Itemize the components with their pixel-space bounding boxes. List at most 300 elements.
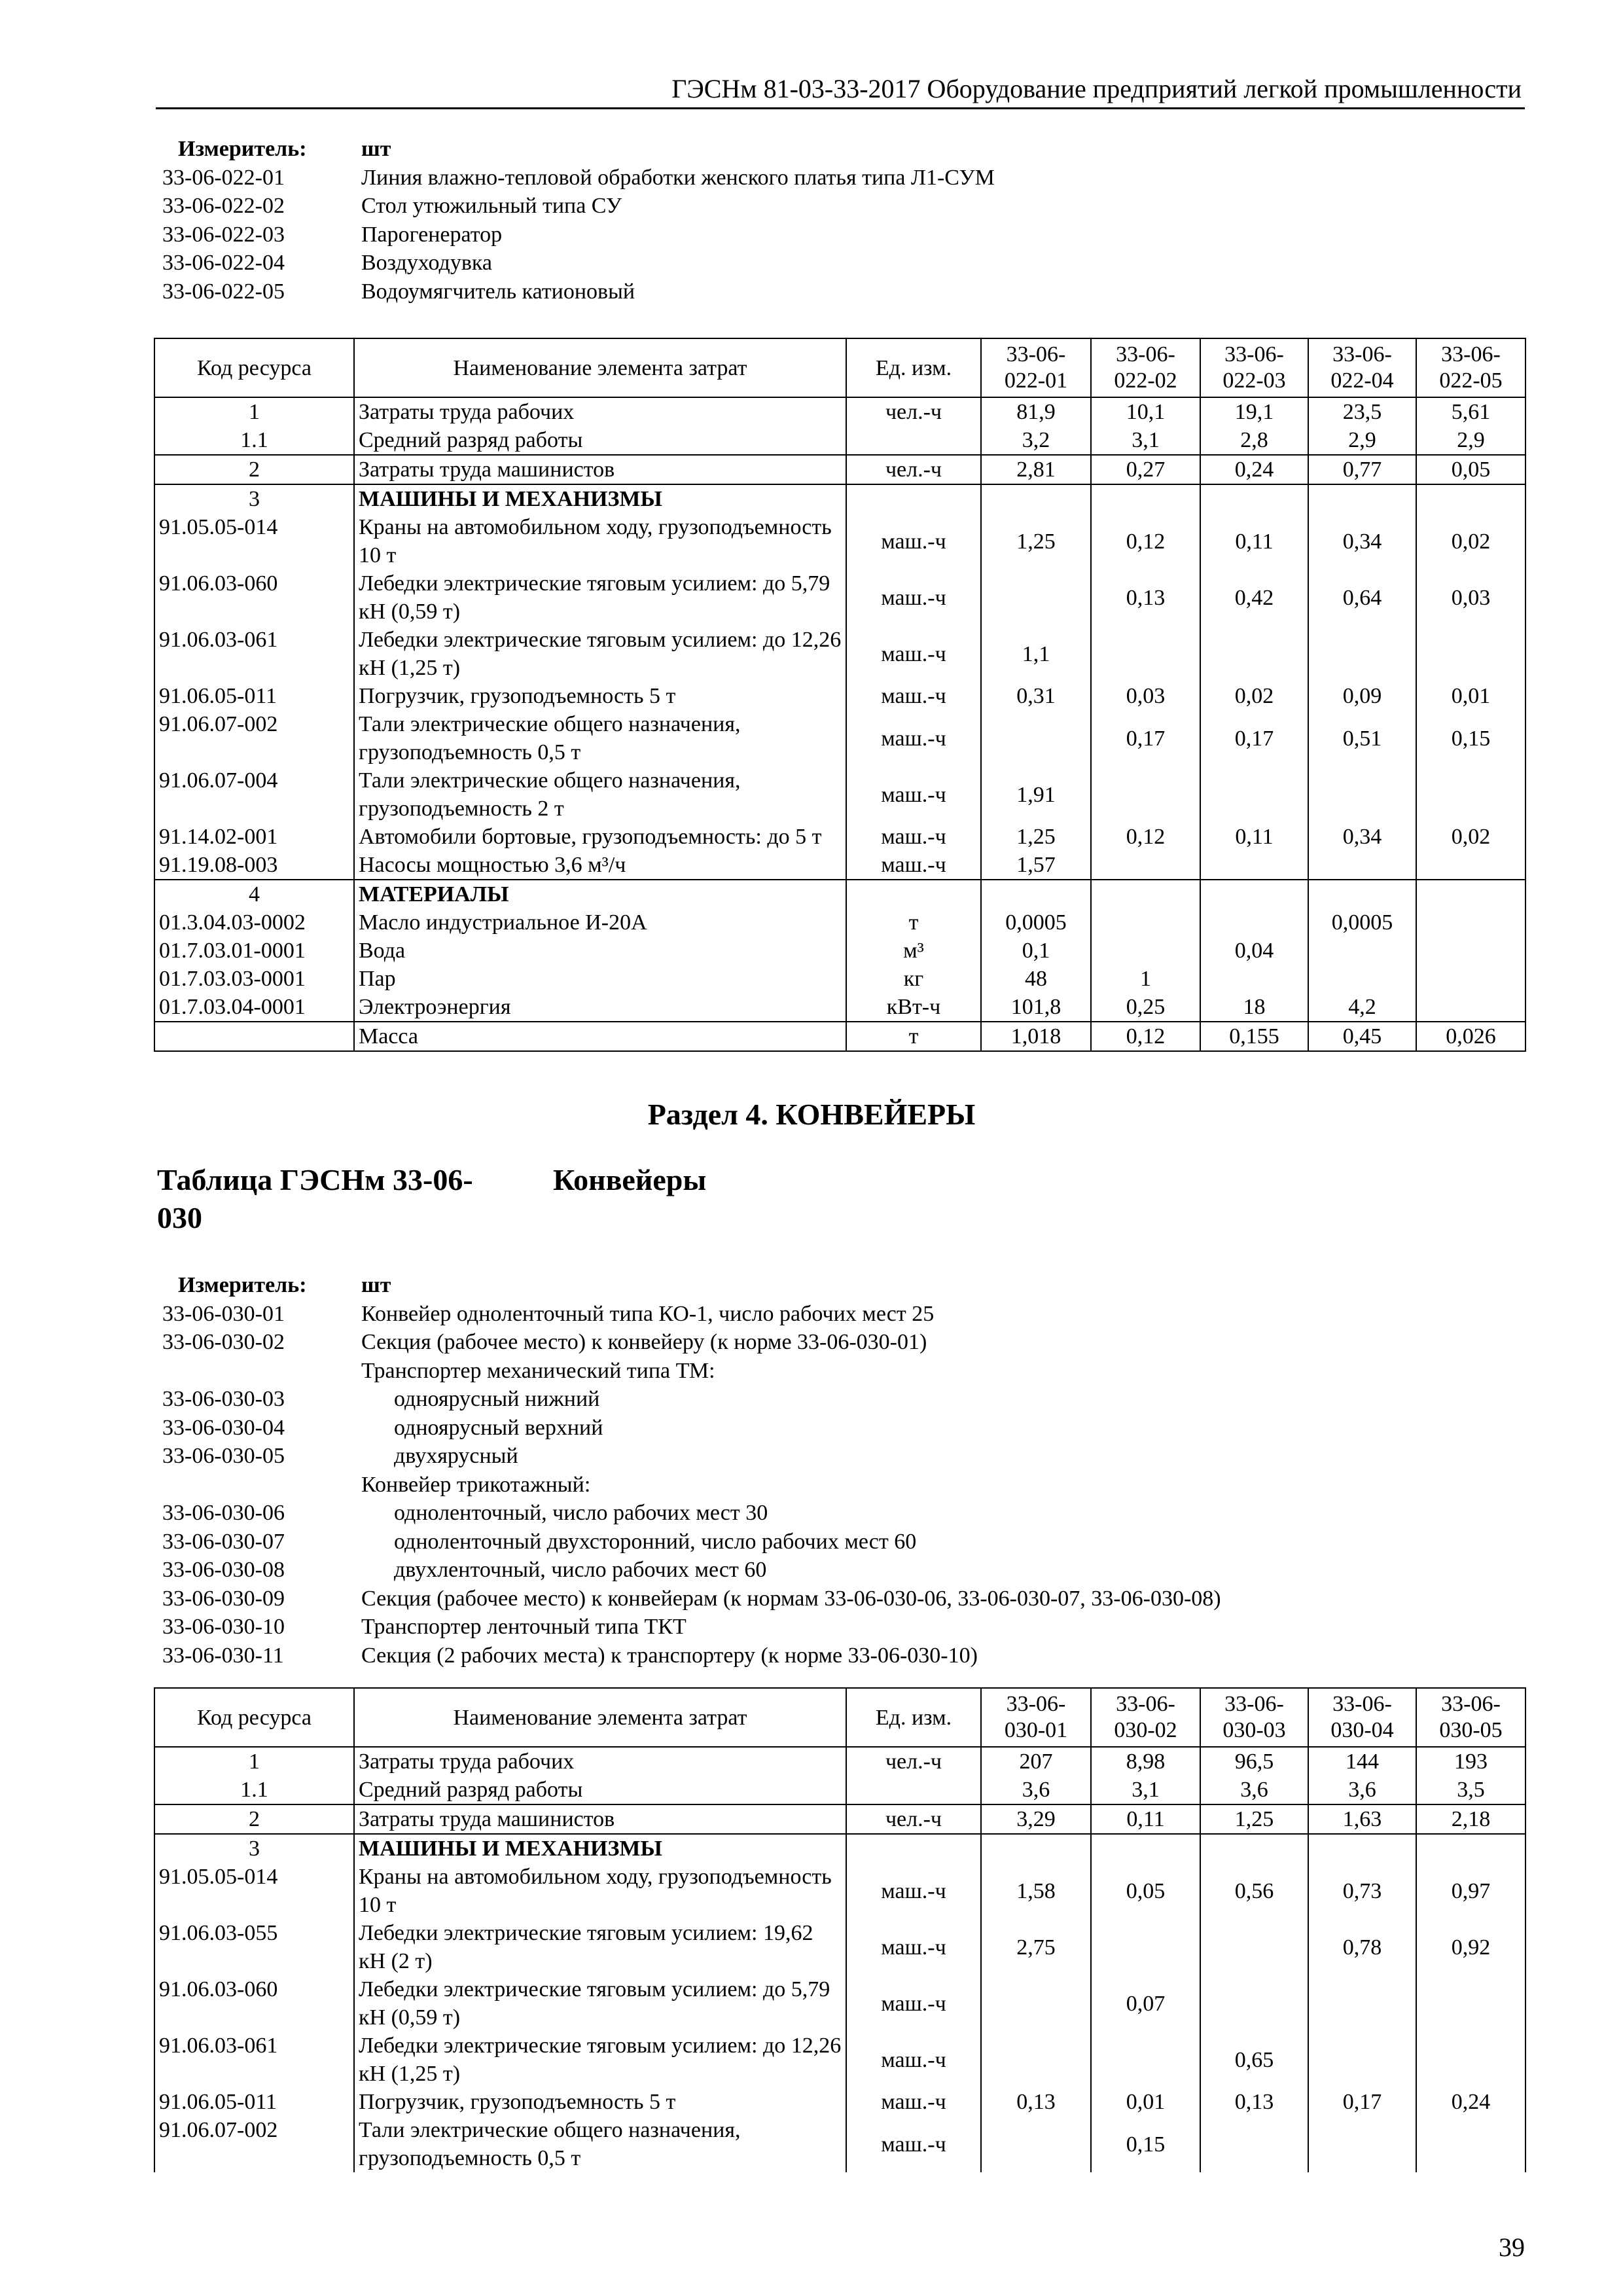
norm-row	[157, 1613, 1221, 1641]
resource-code: 3	[154, 484, 354, 513]
norm-code: 33-06-022-03	[162, 222, 285, 247]
resource-code: 91.06.05-011	[154, 682, 354, 710]
cost-element-name: Краны на автомобильном ходу, грузоподъемность 10 т	[354, 513, 846, 569]
value-cell: 0,07	[1091, 1975, 1200, 2032]
norm-row	[157, 1641, 1221, 1670]
value-cell: 0,12	[1091, 1022, 1200, 1051]
value-cell: 3,1	[1091, 426, 1200, 455]
value-cell: 0,65	[1200, 2032, 1308, 2088]
value-cell: 0,24	[1416, 2088, 1525, 2116]
unit-of-measure: кг	[846, 965, 981, 993]
measure-row	[157, 135, 995, 164]
value-cell: 0,73	[1308, 1863, 1416, 1919]
value-cell: 0,15	[1091, 2116, 1200, 2172]
value-cell	[1200, 2116, 1308, 2172]
value-cell: 81,9	[981, 397, 1091, 426]
value-cell: 0,78	[1308, 1919, 1416, 1975]
value-cell: 0,01	[1416, 682, 1525, 710]
value-cell	[1416, 993, 1525, 1022]
norm-code: 33-06-022-05	[162, 279, 285, 304]
norm-code: 33-06-030-07	[162, 1529, 285, 1554]
norm-name: Секция (рабочее место) к конвейеру (к норме 33-06-030-01)	[361, 1330, 927, 1354]
table-header-cell: 33-06- 022-02	[1091, 338, 1200, 397]
cost-element-name: Вода	[354, 937, 846, 965]
value-cell	[1416, 908, 1525, 937]
value-cell: 1,1	[981, 626, 1091, 682]
norm-code: 33-06-030-05	[162, 1444, 285, 1468]
value-cell: 2,9	[1308, 426, 1416, 455]
value-cell: 10,1	[1091, 397, 1200, 426]
unit-of-measure: т	[846, 908, 981, 937]
resource-code: 91.05.05-014	[154, 1863, 354, 1919]
cost-element-name: Погрузчик, грузоподъемность 5 т	[354, 682, 846, 710]
norm-code: 33-06-030-09	[162, 1586, 285, 1611]
cost-element-name: Лебедки электрические тяговым усилием: до 12,26 кН (1,25 т)	[354, 2032, 846, 2088]
value-cell	[1200, 851, 1308, 880]
table-row	[154, 2088, 1525, 2116]
cost-element-name: Лебедки электрические тяговым усилием: до 12,26 кН (1,25 т)	[354, 626, 846, 682]
resource-code: 91.06.03-060	[154, 569, 354, 626]
norm-name: двухярусный	[394, 1444, 518, 1468]
value-cell: 0,01	[1091, 2088, 1200, 2116]
value-cell	[981, 1975, 1091, 2032]
value-cell	[981, 2032, 1091, 2088]
norm-name: одноярусный нижний	[394, 1387, 600, 1411]
norm-row	[157, 1385, 1221, 1414]
value-cell	[1416, 937, 1525, 965]
value-cell: 0,11	[1091, 1804, 1200, 1834]
value-cell	[1091, 908, 1200, 937]
cost-element-name: Лебедки электрические тяговым усилием: до 5,79 кН (0,59 т)	[354, 569, 846, 626]
value-cell	[1416, 2116, 1525, 2172]
norm-code: 33-06-022-01	[162, 165, 285, 190]
value-cell: 0,03	[1091, 682, 1200, 710]
norm-code: 33-06-030-03	[162, 1387, 285, 1411]
measure-row	[157, 1271, 1221, 1300]
value-cell: 1,25	[981, 823, 1091, 851]
value-cell: 3,5	[1416, 1776, 1525, 1804]
norm-row	[157, 1556, 1221, 1585]
value-cell: 1,58	[981, 1863, 1091, 1919]
unit-of-measure: маш.-ч	[846, 626, 981, 682]
unit-of-measure: м³	[846, 937, 981, 965]
table-row	[154, 1834, 1525, 1863]
table-row	[154, 455, 1525, 484]
value-cell: 3,29	[981, 1804, 1091, 1834]
value-cell: 0,17	[1200, 710, 1308, 766]
value-cell: 0,15	[1416, 710, 1525, 766]
value-cell: 0,11	[1200, 823, 1308, 851]
value-cell: 19,1	[1200, 397, 1308, 426]
value-cell	[1091, 851, 1200, 880]
value-cell: 0,02	[1416, 823, 1525, 851]
resource-code: 91.06.05-011	[154, 2088, 354, 2116]
table-header-cell: Код ресурса	[154, 338, 354, 397]
unit-of-measure: кВт-ч	[846, 993, 981, 1022]
unit-of-measure: чел.-ч	[846, 455, 981, 484]
cost-element-name: Затраты труда машинистов	[354, 455, 846, 484]
value-cell: 0,34	[1308, 513, 1416, 569]
value-cell: 0,03	[1416, 569, 1525, 626]
value-cell: 48	[981, 965, 1091, 993]
table-header-cell: 33-06- 030-05	[1416, 1688, 1525, 1747]
norm-code: 33-06-030-06	[162, 1501, 285, 1525]
cost-element-name: МАТЕРИАЛЫ	[354, 880, 846, 908]
cost-element-name: Тали электрические общего назначения, грузоподъемность 0,5 т	[354, 710, 846, 766]
value-cell	[981, 1834, 1091, 1863]
section-title: Раздел 4. КОНВЕЙЕРЫ	[647, 1098, 976, 1131]
norm-name: Секция (рабочее место) к конвейерам (к нормам 33-06-030-06, 33-06-030-07, 33-06-030-08)	[361, 1586, 1221, 1611]
value-cell: 2,81	[981, 455, 1091, 484]
value-cell: 0,04	[1200, 937, 1308, 965]
cost-element-name: Лебедки электрические тяговым усилием: 19,62 кН (2 т)	[354, 1919, 846, 1975]
table-header-cell: 33-06- 022-01	[981, 338, 1091, 397]
value-cell: 0,12	[1091, 823, 1200, 851]
value-cell	[1200, 626, 1308, 682]
value-cell: 0,24	[1200, 455, 1308, 484]
unit-of-measure: маш.-ч	[846, 710, 981, 766]
value-cell: 0,13	[1091, 569, 1200, 626]
norm-code: 33-06-030-04	[162, 1415, 285, 1440]
value-cell	[1091, 2032, 1200, 2088]
norm-name: одноленточный, число рабочих мест 30	[394, 1501, 768, 1525]
unit-of-measure: маш.-ч	[846, 569, 981, 626]
value-cell	[1308, 965, 1416, 993]
resource-code: 91.06.07-002	[154, 710, 354, 766]
unit-of-measure: маш.-ч	[846, 1975, 981, 2032]
value-cell: 0,34	[1308, 823, 1416, 851]
table-title: Таблица ГЭСНм 33-06- 030	[157, 1163, 473, 1234]
norm-row	[157, 1442, 1221, 1471]
resource-code: 91.05.05-014	[154, 513, 354, 569]
norm-name: Парогенератор	[361, 222, 503, 247]
value-cell	[1200, 1834, 1308, 1863]
resource-code: 01.7.03.01-0001	[154, 937, 354, 965]
value-cell: 0,25	[1091, 993, 1200, 1022]
table-row	[154, 569, 1525, 626]
value-cell: 3,2	[981, 426, 1091, 455]
table-row	[154, 1863, 1525, 1919]
value-cell	[1308, 937, 1416, 965]
value-cell: 207	[981, 1747, 1091, 1776]
unit-of-measure: маш.-ч	[846, 2088, 981, 2116]
value-cell: 0,02	[1416, 513, 1525, 569]
table-row	[154, 851, 1525, 880]
value-cell	[1308, 484, 1416, 513]
resource-code: 91.14.02-001	[154, 823, 354, 851]
value-cell: 3,6	[1200, 1776, 1308, 1804]
resource-code: 91.06.07-002	[154, 2116, 354, 2172]
value-cell: 2,18	[1416, 1804, 1525, 1834]
norm-code: 33-06-030-01	[162, 1301, 285, 1326]
value-cell: 0,155	[1200, 1022, 1308, 1051]
table-row	[154, 484, 1525, 513]
value-cell: 18	[1200, 993, 1308, 1022]
unit-of-measure: маш.-ч	[846, 1919, 981, 1975]
value-cell	[1200, 908, 1308, 937]
value-cell: 0,17	[1091, 710, 1200, 766]
table-row	[154, 2032, 1525, 2088]
value-cell	[1308, 1834, 1416, 1863]
table-row	[154, 2116, 1525, 2172]
norm-name: Водоумягчитель катионовый	[361, 279, 635, 304]
table-header-cell: 33-06- 030-02	[1091, 1688, 1200, 1747]
table-row	[154, 626, 1525, 682]
resource-code: 01.7.03.03-0001	[154, 965, 354, 993]
unit-of-measure: маш.-ч	[846, 513, 981, 569]
norm-row	[157, 192, 995, 221]
table-header-cell: Код ресурса	[154, 1688, 354, 1747]
norm-row	[157, 1357, 1221, 1386]
table-row	[154, 823, 1525, 851]
value-cell: 2,9	[1416, 426, 1525, 455]
cost-element-name: Погрузчик, грузоподъемность 5 т	[354, 2088, 846, 2116]
table-header-cell: 33-06- 030-04	[1308, 1688, 1416, 1747]
value-cell: 96,5	[1200, 1747, 1308, 1776]
norm-name: Конвейер трикотажный:	[361, 1472, 591, 1497]
table-row	[154, 993, 1525, 1022]
norm-row	[157, 249, 995, 278]
unit-of-measure: чел.-ч	[846, 1747, 981, 1776]
value-cell	[1308, 2116, 1416, 2172]
norm-row	[157, 1528, 1221, 1556]
table-row	[154, 682, 1525, 710]
resource-code: 91.06.03-055	[154, 1919, 354, 1975]
resource-table-022	[154, 338, 1526, 1052]
value-cell: 101,8	[981, 993, 1091, 1022]
value-cell: 0,42	[1200, 569, 1308, 626]
unit-of-measure: маш.-ч	[846, 766, 981, 823]
value-cell: 3,6	[1308, 1776, 1416, 1804]
norm-name: двухленточный, число рабочих мест 60	[394, 1558, 767, 1582]
resource-code: 1.1	[154, 1776, 354, 1804]
value-cell: 1	[1091, 965, 1200, 993]
cost-element-name: Затраты труда рабочих	[354, 397, 846, 426]
value-cell	[1091, 766, 1200, 823]
value-cell	[1416, 880, 1525, 908]
value-cell: 2,8	[1200, 426, 1308, 455]
table-row	[154, 426, 1525, 455]
norm-name: одноленточный двухсторонний, число рабочих мест 60	[394, 1529, 917, 1554]
value-cell: 3,1	[1091, 1776, 1200, 1804]
table-row	[154, 513, 1525, 569]
value-cell	[1200, 1975, 1308, 2032]
measure-label: Измеритель:	[178, 137, 307, 161]
value-cell	[1416, 851, 1525, 880]
table-row	[154, 1975, 1525, 2032]
value-cell	[1416, 2032, 1525, 2088]
measure-unit: шт	[361, 137, 391, 161]
resource-code: 3	[154, 1834, 354, 1863]
value-cell: 23,5	[1308, 397, 1416, 426]
unit-of-measure: маш.-ч	[846, 2116, 981, 2172]
cost-element-name: Тали электрические общего назначения, грузоподъемность 0,5 т	[354, 2116, 846, 2172]
resource-code: 1.1	[154, 426, 354, 455]
table-row	[154, 1776, 1525, 1804]
value-cell	[981, 484, 1091, 513]
unit-of-measure: маш.-ч	[846, 851, 981, 880]
table-row	[154, 965, 1525, 993]
table-header-cell: 33-06- 022-05	[1416, 338, 1525, 397]
resource-code: 91.06.03-060	[154, 1975, 354, 2032]
value-cell: 0,05	[1091, 1863, 1200, 1919]
norm-name: одноярусный верхний	[394, 1415, 603, 1440]
value-cell	[1416, 626, 1525, 682]
unit-of-measure	[846, 880, 981, 908]
norm-name: Конвейер одноленточный типа КО-1, число рабочих мест 25	[361, 1301, 935, 1326]
norm-row	[157, 1414, 1221, 1443]
cost-element-name: МАШИНЫ И МЕХАНИЗМЫ	[354, 484, 846, 513]
table-header-cell: 33-06- 030-01	[981, 1688, 1091, 1747]
norm-name: Линия влажно-тепловой обработки женского платья типа Л1-СУМ	[361, 165, 995, 190]
cost-element-name: Средний разряд работы	[354, 426, 846, 455]
table-row	[154, 766, 1525, 823]
table-header-cell: 33-06- 022-04	[1308, 338, 1416, 397]
table-header-cell: 33-06- 022-03	[1200, 338, 1308, 397]
unit-of-measure: маш.-ч	[846, 2032, 981, 2088]
value-cell	[1091, 880, 1200, 908]
value-cell: 0,64	[1308, 569, 1416, 626]
resource-code: 91.06.07-004	[154, 766, 354, 823]
value-cell: 1,63	[1308, 1804, 1416, 1834]
value-cell	[1200, 965, 1308, 993]
value-cell	[1416, 766, 1525, 823]
resource-code: 1	[154, 397, 354, 426]
value-cell: 193	[1416, 1747, 1525, 1776]
cost-element-name: Масса	[354, 1022, 846, 1051]
norm-row	[157, 1499, 1221, 1528]
norm-row	[157, 221, 995, 249]
value-cell: 0,12	[1091, 513, 1200, 569]
measure-block-030	[157, 1271, 1221, 1670]
value-cell	[981, 710, 1091, 766]
norm-name: Стол утюжильный типа СУ	[361, 194, 622, 218]
table-row	[154, 937, 1525, 965]
unit-of-measure: маш.-ч	[846, 682, 981, 710]
value-cell	[1416, 484, 1525, 513]
cost-element-name: Затраты труда рабочих	[354, 1747, 846, 1776]
resource-table-030	[154, 1687, 1526, 2172]
norm-row	[157, 1300, 1221, 1329]
norm-row	[157, 164, 995, 192]
norm-code	[157, 1357, 361, 1386]
value-cell: 3,6	[981, 1776, 1091, 1804]
value-cell: 0,77	[1308, 455, 1416, 484]
table-row	[154, 908, 1525, 937]
measure-block-022	[157, 135, 995, 306]
value-cell: 8,98	[1091, 1747, 1200, 1776]
cost-element-name: Насосы мощностью 3,6 м³/ч	[354, 851, 846, 880]
value-cell	[1308, 1975, 1416, 2032]
table-header-cell: Ед. изм.	[846, 338, 981, 397]
page-number: 39	[1499, 2233, 1525, 2262]
value-cell	[1200, 766, 1308, 823]
cost-element-name: Автомобили бортовые, грузоподъемность: до 5 т	[354, 823, 846, 851]
value-cell	[981, 880, 1091, 908]
value-cell: 2,75	[981, 1919, 1091, 1975]
unit-of-measure: маш.-ч	[846, 1863, 981, 1919]
value-cell: 0,05	[1416, 455, 1525, 484]
value-cell: 1,25	[981, 513, 1091, 569]
cost-element-name: Краны на автомобильном ходу, грузоподъемность 10 т	[354, 1863, 846, 1919]
unit-of-measure: маш.-ч	[846, 823, 981, 851]
value-cell	[1308, 626, 1416, 682]
running-head: ГЭСНм 81-03-33-2017 Оборудование предприятий легкой промышленности	[671, 74, 1522, 103]
value-cell	[1200, 1919, 1308, 1975]
table-row	[154, 397, 1525, 426]
table-header-cell: Наименование элемента затрат	[354, 338, 846, 397]
value-cell: 0,92	[1416, 1919, 1525, 1975]
value-cell	[981, 569, 1091, 626]
value-cell	[1308, 880, 1416, 908]
table-row	[154, 880, 1525, 908]
norm-name: Транспортер ленточный типа ТКТ	[361, 1615, 687, 1639]
resource-code: 91.06.03-061	[154, 2032, 354, 2088]
resource-code: 91.06.03-061	[154, 626, 354, 682]
table-name: Конвейеры	[553, 1163, 707, 1196]
resource-code: 01.3.04.03-0002	[154, 908, 354, 937]
cost-element-name: Средний разряд работы	[354, 1776, 846, 1804]
value-cell	[1091, 1834, 1200, 1863]
table-header-cell: 33-06- 030-03	[1200, 1688, 1308, 1747]
value-cell: 0,56	[1200, 1863, 1308, 1919]
table-header-cell: Наименование элемента затрат	[354, 1688, 846, 1747]
cost-element-name: Пар	[354, 965, 846, 993]
resource-code: 2	[154, 455, 354, 484]
table-row	[154, 1919, 1525, 1975]
value-cell: 0,45	[1308, 1022, 1416, 1051]
table-row	[154, 1804, 1525, 1834]
resource-code: 1	[154, 1747, 354, 1776]
norm-code	[157, 1471, 361, 1499]
value-cell	[1200, 484, 1308, 513]
value-cell: 0,31	[981, 682, 1091, 710]
value-cell: 0,51	[1308, 710, 1416, 766]
value-cell: 0,13	[1200, 2088, 1308, 2116]
unit-of-measure	[846, 1834, 981, 1863]
value-cell	[1416, 1975, 1525, 2032]
table-header-cell: Ед. изм.	[846, 1688, 981, 1747]
norm-code: 33-06-030-02	[162, 1330, 285, 1354]
resource-code: 01.7.03.04-0001	[154, 993, 354, 1022]
resource-code: 4	[154, 880, 354, 908]
cost-element-name: МАШИНЫ И МЕХАНИЗМЫ	[354, 1834, 846, 1863]
value-cell: 0,1	[981, 937, 1091, 965]
unit-of-measure	[846, 426, 981, 455]
value-cell: 1,25	[1200, 1804, 1308, 1834]
resource-code	[154, 1022, 354, 1051]
norm-row	[157, 1328, 1221, 1357]
value-cell	[1308, 766, 1416, 823]
norm-code: 33-06-030-08	[162, 1558, 285, 1582]
value-cell: 0,13	[981, 2088, 1091, 2116]
cost-element-name: Электроэнергия	[354, 993, 846, 1022]
cost-element-name: Тали электрические общего назначения, грузоподъемность 2 т	[354, 766, 846, 823]
cost-element-name: Лебедки электрические тяговым усилием: до 5,79 кН (0,59 т)	[354, 1975, 846, 2032]
cost-element-name: Затраты труда машинистов	[354, 1804, 846, 1834]
value-cell: 0,27	[1091, 455, 1200, 484]
norm-name: Транспортер механический типа ТМ:	[361, 1358, 715, 1383]
norm-row	[157, 1471, 1221, 1499]
norm-code: 33-06-030-11	[162, 1643, 284, 1668]
value-cell: 1,018	[981, 1022, 1091, 1051]
norm-code: 33-06-022-04	[162, 251, 285, 275]
table-row	[154, 710, 1525, 766]
norm-row	[157, 278, 995, 306]
value-cell: 4,2	[1308, 993, 1416, 1022]
value-cell: 0,97	[1416, 1863, 1525, 1919]
value-cell	[1308, 851, 1416, 880]
